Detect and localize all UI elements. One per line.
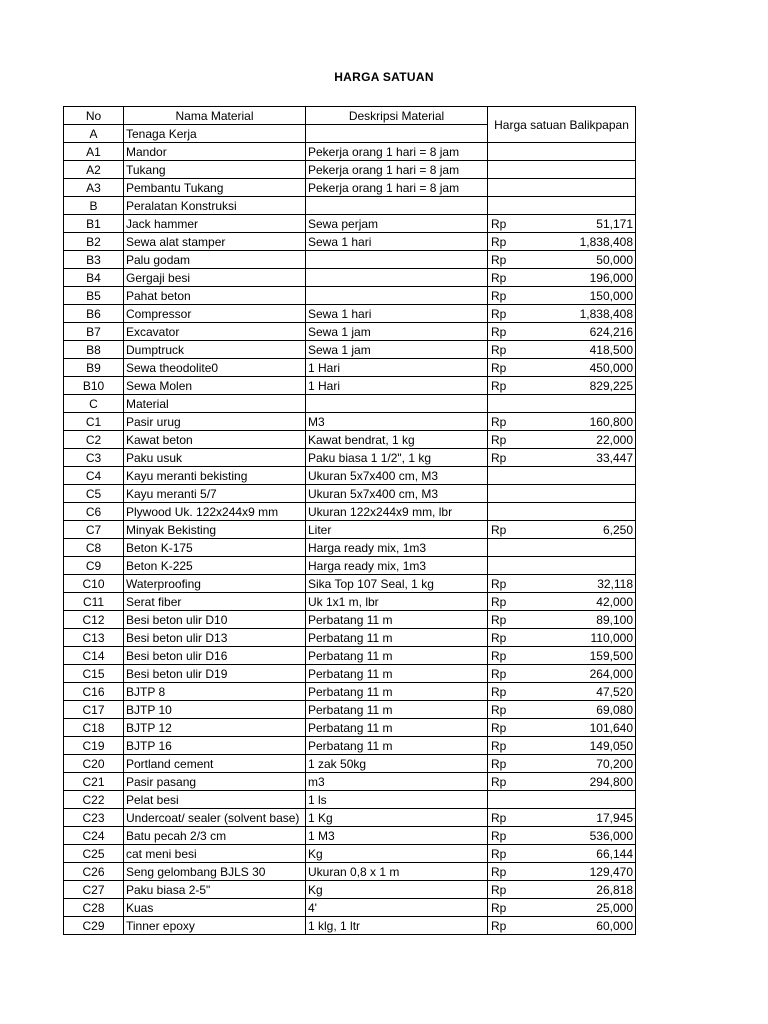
price-amount: 33,447 [596, 450, 633, 465]
cell-name: Besi beton ulir D10 [124, 611, 306, 629]
price-amount: 17,945 [596, 810, 633, 825]
cell-no: C22 [64, 791, 124, 809]
table-row [64, 215, 636, 233]
cell-no: C19 [64, 737, 124, 755]
cell-name: Besi beton ulir D19 [124, 665, 306, 683]
cell-price [488, 539, 636, 557]
cell-no: C23 [64, 809, 124, 827]
cell-name: Beton K-225 [124, 557, 306, 575]
cell-name: Palu godam [124, 251, 306, 269]
cell-description: Kawat bendrat, 1 kg [306, 431, 488, 449]
table-row [64, 683, 636, 701]
cell-description: Perbatang 11 m [306, 683, 488, 701]
cell-description: 1 Hari [306, 377, 488, 395]
price-amount: 70,200 [596, 756, 633, 771]
price-amount: 294,800 [589, 774, 633, 789]
table-row [64, 791, 636, 809]
table-row [64, 719, 636, 737]
cell-description: m3 [306, 773, 488, 791]
price-amount: 129,470 [589, 864, 633, 879]
cell-description: 1 ls [306, 791, 488, 809]
currency-label: Rp [491, 378, 507, 393]
cell-price [488, 863, 636, 881]
cell-no: C10 [64, 575, 124, 593]
cell-name: Excavator [124, 323, 306, 341]
cell-no: A3 [64, 179, 124, 197]
cell-price [488, 449, 636, 467]
cell-no: C16 [64, 683, 124, 701]
price-amount: 42,000 [596, 594, 633, 609]
cell-no: C21 [64, 773, 124, 791]
table-row [64, 665, 636, 683]
cell-name: Pelat besi [124, 791, 306, 809]
currency-label: Rp [491, 324, 507, 339]
cell-description: 1 Kg [306, 809, 488, 827]
cell-description: Kg [306, 881, 488, 899]
table-row [64, 287, 636, 305]
cell-no: C15 [64, 665, 124, 683]
cell-name: BJTP 16 [124, 737, 306, 755]
cell-name: Sewa theodolite0 [124, 359, 306, 377]
cell-description [306, 197, 488, 215]
cell-no: C18 [64, 719, 124, 737]
cell-name: Minyak Bekisting [124, 521, 306, 539]
cell-price [488, 413, 636, 431]
cell-name: Serat fiber [124, 593, 306, 611]
cell-name: Pasir pasang [124, 773, 306, 791]
cell-name: Besi beton ulir D16 [124, 647, 306, 665]
cell-name: Pembantu Tukang [124, 179, 306, 197]
cell-price [488, 881, 636, 899]
price-amount: 196,000 [589, 270, 633, 285]
table-row [64, 755, 636, 773]
table-row [64, 611, 636, 629]
cell-price [488, 629, 636, 647]
cell-no: B5 [64, 287, 124, 305]
cell-description: Ukuran 5x7x400 cm, M3 [306, 485, 488, 503]
table-row [64, 539, 636, 557]
cell-description: Ukuran 5x7x400 cm, M3 [306, 467, 488, 485]
cell-name: Tenaga Kerja [124, 125, 306, 143]
price-amount: 159,500 [589, 648, 633, 663]
cell-price [488, 359, 636, 377]
cell-description [306, 395, 488, 413]
cell-description: Sika Top 107 Seal, 1 kg [306, 575, 488, 593]
cell-name: Gergaji besi [124, 269, 306, 287]
cell-description: 1 Hari [306, 359, 488, 377]
cell-description: Perbatang 11 m [306, 665, 488, 683]
cell-name: BJTP 8 [124, 683, 306, 701]
currency-label: Rp [491, 612, 507, 627]
cell-price [488, 719, 636, 737]
currency-label: Rp [491, 864, 507, 879]
cell-no: C8 [64, 539, 124, 557]
cell-description: Sewa 1 jam [306, 341, 488, 359]
cell-no: B8 [64, 341, 124, 359]
table-row [64, 629, 636, 647]
cell-no: C11 [64, 593, 124, 611]
cell-price [488, 233, 636, 251]
cell-name: Paku biasa 2-5" [124, 881, 306, 899]
cell-no: B6 [64, 305, 124, 323]
table-row [64, 521, 636, 539]
currency-label: Rp [491, 738, 507, 753]
cell-no: B1 [64, 215, 124, 233]
currency-label: Rp [491, 288, 507, 303]
cell-description: Perbatang 11 m [306, 719, 488, 737]
price-amount: 26,818 [596, 882, 633, 897]
cell-price [488, 611, 636, 629]
price-amount: 829,225 [589, 378, 633, 393]
cell-price [488, 485, 636, 503]
table-row [64, 413, 636, 431]
table-row [64, 305, 636, 323]
cell-name: Tinner epoxy [124, 917, 306, 935]
cell-name: BJTP 10 [124, 701, 306, 719]
cell-description: Perbatang 11 m [306, 611, 488, 629]
cell-name: Kayu meranti 5/7 [124, 485, 306, 503]
cell-name: Beton K-175 [124, 539, 306, 557]
price-amount: 22,000 [596, 432, 633, 447]
currency-label: Rp [491, 576, 507, 591]
table-row [64, 359, 636, 377]
cell-description: Harga ready mix, 1m3 [306, 557, 488, 575]
currency-label: Rp [491, 702, 507, 717]
cell-name: Seng gelombang BJLS 30 [124, 863, 306, 881]
table-row [64, 143, 636, 161]
cell-name: Paku usuk [124, 449, 306, 467]
price-amount: 150,000 [589, 288, 633, 303]
cell-no: B [64, 197, 124, 215]
currency-label: Rp [491, 414, 507, 429]
cell-price [488, 809, 636, 827]
price-amount: 450,000 [589, 360, 633, 375]
cell-name: Undercoat/ sealer (solvent base) [124, 809, 306, 827]
cell-price [488, 431, 636, 449]
price-amount: 50,000 [596, 252, 633, 267]
page-title: HARGA SATUAN [334, 70, 434, 84]
cell-name: Besi beton ulir D13 [124, 629, 306, 647]
table-row [64, 377, 636, 395]
table-row [64, 917, 636, 935]
price-amount: 32,118 [597, 576, 633, 591]
cell-price [488, 557, 636, 575]
table-row [64, 161, 636, 179]
cell-name: Kayu meranti bekisting [124, 467, 306, 485]
table-row [64, 197, 636, 215]
cell-name: Pasir urug [124, 413, 306, 431]
cell-no: C [64, 395, 124, 413]
cell-name: Sewa Molen [124, 377, 306, 395]
cell-no: B9 [64, 359, 124, 377]
cell-price [488, 917, 636, 935]
currency-label: Rp [491, 306, 507, 321]
cell-description: Sewa perjam [306, 215, 488, 233]
price-amount: 110,000 [590, 630, 633, 645]
cell-no: C20 [64, 755, 124, 773]
cell-description: Paku biasa 1 1/2", 1 kg [306, 449, 488, 467]
cell-price [488, 323, 636, 341]
currency-label: Rp [491, 684, 507, 699]
cell-name: Material [124, 395, 306, 413]
currency-label: Rp [491, 846, 507, 861]
price-amount: 51,171 [596, 216, 633, 231]
price-amount: 160,800 [589, 414, 633, 429]
cell-name: Kuas [124, 899, 306, 917]
cell-no: C13 [64, 629, 124, 647]
currency-label: Rp [491, 342, 507, 357]
cell-no: C1 [64, 413, 124, 431]
currency-label: Rp [491, 756, 507, 771]
table-row [64, 269, 636, 287]
cell-no: B10 [64, 377, 124, 395]
price-amount: 536,000 [589, 828, 633, 843]
cell-no: C24 [64, 827, 124, 845]
cell-description: Pekerja orang 1 hari = 8 jam [306, 161, 488, 179]
cell-name: Mandor [124, 143, 306, 161]
cell-name: BJTP 12 [124, 719, 306, 737]
cell-no: C28 [64, 899, 124, 917]
cell-no: C6 [64, 503, 124, 521]
cell-no: C26 [64, 863, 124, 881]
cell-price [488, 215, 636, 233]
cell-no: C3 [64, 449, 124, 467]
table-row [64, 575, 636, 593]
cell-no: A [64, 125, 124, 143]
price-amount: 101,640 [589, 720, 633, 735]
table-row [64, 899, 636, 917]
currency-label: Rp [491, 666, 507, 681]
currency-label: Rp [491, 270, 507, 285]
cell-description: Kg [306, 845, 488, 863]
cell-name: Waterproofing [124, 575, 306, 593]
cell-price [488, 467, 636, 485]
price-amount: 1,838,408 [579, 234, 633, 249]
cell-description: Ukuran 122x244x9 mm, lbr [306, 503, 488, 521]
table-row [64, 485, 636, 503]
cell-description: 1 zak 50kg [306, 755, 488, 773]
cell-name: Jack hammer [124, 215, 306, 233]
table-row [64, 647, 636, 665]
table-row [64, 863, 636, 881]
currency-label: Rp [491, 450, 507, 465]
cell-description: M3 [306, 413, 488, 431]
cell-price [488, 269, 636, 287]
cell-no: C2 [64, 431, 124, 449]
cell-no: C12 [64, 611, 124, 629]
table-row [64, 827, 636, 845]
price-amount: 25,000 [596, 900, 633, 915]
cell-description: Ukuran 0,8 x 1 m [306, 863, 488, 881]
cell-description: Perbatang 11 m [306, 647, 488, 665]
cell-description: 1 M3 [306, 827, 488, 845]
cell-name: Batu pecah 2/3 cm [124, 827, 306, 845]
cell-name: cat meni besi [124, 845, 306, 863]
currency-label: Rp [491, 594, 507, 609]
cell-description: Sewa 1 jam [306, 323, 488, 341]
cell-price [488, 701, 636, 719]
cell-price [488, 161, 636, 179]
header-name: Nama Material [124, 107, 306, 125]
price-amount: 6,250 [602, 522, 633, 537]
cell-description [306, 125, 488, 143]
cell-description: Sewa 1 hari [306, 233, 488, 251]
table-row [64, 179, 636, 197]
header-price: Harga satuan Balikpapan [488, 107, 636, 143]
cell-price [488, 899, 636, 917]
cell-no: C9 [64, 557, 124, 575]
table-row [64, 593, 636, 611]
currency-label: Rp [491, 882, 507, 897]
cell-no: B2 [64, 233, 124, 251]
cell-no: B3 [64, 251, 124, 269]
currency-label: Rp [491, 522, 507, 537]
cell-no: B4 [64, 269, 124, 287]
table-row [64, 809, 636, 827]
cell-name: Peralatan Konstruksi [124, 197, 306, 215]
currency-label: Rp [491, 252, 507, 267]
currency-label: Rp [491, 720, 507, 735]
cell-no: C14 [64, 647, 124, 665]
cell-description: Pekerja orang 1 hari = 8 jam [306, 179, 488, 197]
cell-price [488, 683, 636, 701]
cell-price [488, 593, 636, 611]
table-row [64, 737, 636, 755]
cell-price [488, 521, 636, 539]
cell-name: Sewa alat stamper [124, 233, 306, 251]
price-amount: 66,144 [596, 846, 633, 861]
table-row [64, 701, 636, 719]
cell-description: Perbatang 11 m [306, 737, 488, 755]
cell-no: A2 [64, 161, 124, 179]
cell-price [488, 503, 636, 521]
cell-name: Pahat beton [124, 287, 306, 305]
table-row [64, 251, 636, 269]
cell-no: C29 [64, 917, 124, 935]
price-table [63, 106, 636, 935]
header-desc: Deskripsi Material [306, 107, 488, 125]
table-header-row [64, 107, 636, 125]
table-row [64, 395, 636, 413]
cell-description: Perbatang 11 m [306, 701, 488, 719]
cell-price [488, 395, 636, 413]
cell-description [306, 269, 488, 287]
cell-price [488, 197, 636, 215]
cell-price [488, 575, 636, 593]
cell-no: C27 [64, 881, 124, 899]
currency-label: Rp [491, 900, 507, 915]
cell-price [488, 845, 636, 863]
cell-price [488, 755, 636, 773]
price-amount: 1,838,408 [579, 306, 633, 321]
cell-no: C25 [64, 845, 124, 863]
cell-name: Plywood Uk. 122x244x9 mm [124, 503, 306, 521]
cell-name: Portland cement [124, 755, 306, 773]
cell-price [488, 377, 636, 395]
currency-label: Rp [491, 360, 507, 375]
cell-name: Dumptruck [124, 341, 306, 359]
table-row [64, 467, 636, 485]
table-row [64, 557, 636, 575]
table-row [64, 431, 636, 449]
cell-name: Kawat beton [124, 431, 306, 449]
currency-label: Rp [491, 774, 507, 789]
cell-price [488, 773, 636, 791]
header-no: No [64, 107, 124, 125]
currency-label: Rp [491, 630, 507, 645]
table-row [64, 449, 636, 467]
cell-no: C4 [64, 467, 124, 485]
table-row [64, 323, 636, 341]
currency-label: Rp [491, 828, 507, 843]
cell-price [488, 737, 636, 755]
cell-description: Uk 1x1 m, lbr [306, 593, 488, 611]
currency-label: Rp [491, 648, 507, 663]
cell-price [488, 179, 636, 197]
price-amount: 60,000 [596, 918, 633, 933]
cell-no: B7 [64, 323, 124, 341]
cell-no: C5 [64, 485, 124, 503]
currency-label: Rp [491, 432, 507, 447]
cell-description [306, 287, 488, 305]
price-amount: 47,520 [596, 684, 633, 699]
cell-price [488, 341, 636, 359]
currency-label: Rp [491, 216, 507, 231]
cell-description: 4' [306, 899, 488, 917]
price-amount: 149,050 [589, 738, 633, 753]
table-row [64, 503, 636, 521]
cell-price [488, 305, 636, 323]
price-amount: 624,216 [589, 324, 633, 339]
cell-description [306, 251, 488, 269]
cell-name: Compressor [124, 305, 306, 323]
cell-price [488, 791, 636, 809]
table-row [64, 773, 636, 791]
cell-description: Pekerja orang 1 hari = 8 jam [306, 143, 488, 161]
currency-label: Rp [491, 810, 507, 825]
cell-description: Liter [306, 521, 488, 539]
price-amount: 418,500 [589, 342, 633, 357]
cell-no: C17 [64, 701, 124, 719]
currency-label: Rp [491, 918, 507, 933]
cell-price [488, 143, 636, 161]
cell-description: Sewa 1 hari [306, 305, 488, 323]
currency-label: Rp [491, 234, 507, 249]
cell-price [488, 251, 636, 269]
cell-description: 1 klg, 1 ltr [306, 917, 488, 935]
cell-price [488, 647, 636, 665]
cell-price [488, 665, 636, 683]
cell-description: Harga ready mix, 1m3 [306, 539, 488, 557]
price-amount: 89,100 [596, 612, 633, 627]
table-row [64, 233, 636, 251]
table-row [64, 845, 636, 863]
cell-description: Perbatang 11 m [306, 629, 488, 647]
table-row [64, 341, 636, 359]
price-amount: 264,000 [589, 666, 633, 681]
cell-name: Tukang [124, 161, 306, 179]
cell-no: C7 [64, 521, 124, 539]
cell-price [488, 287, 636, 305]
cell-no: A1 [64, 143, 124, 161]
table-row [64, 881, 636, 899]
cell-price [488, 827, 636, 845]
price-amount: 69,080 [596, 702, 633, 717]
